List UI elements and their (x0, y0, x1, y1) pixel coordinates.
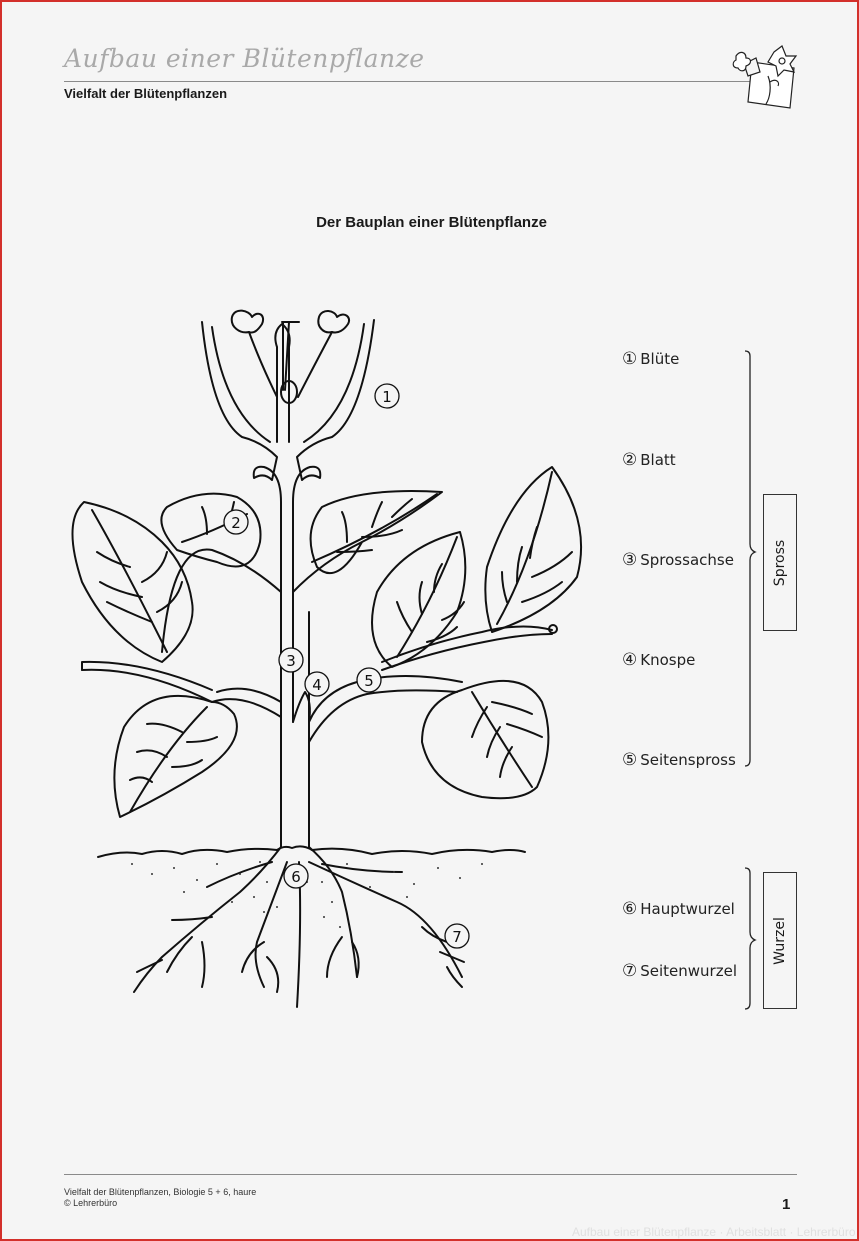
legend-label: Seitenspross (640, 751, 736, 769)
marker-4-label: 4 (312, 676, 322, 694)
marker-5 (357, 668, 381, 692)
legend-number: ③ (622, 550, 638, 570)
group-braces (737, 342, 762, 1022)
root-brace (745, 868, 755, 1009)
diagram-title: Der Bauplan einer Blütenpflanze (316, 214, 547, 231)
legend-item-knospe (622, 650, 695, 670)
legend-number: ⑤ (622, 750, 638, 770)
legend-label: Blatt (640, 451, 676, 469)
marker-6 (284, 864, 308, 888)
marker-6-label: 6 (291, 868, 301, 886)
marker-2 (224, 510, 248, 534)
header-subtitle: Vielfalt der Blütenpflanzen (64, 86, 228, 101)
footer-line-1: Vielfalt der Blütenpflanzen, Biologie 5 + 6, haure (64, 1187, 257, 1197)
marker-7 (445, 924, 469, 948)
legend-item-sprossachse (622, 550, 734, 570)
legend-item-hauptwurzel (622, 899, 735, 919)
legend-label: Blüte (640, 350, 680, 368)
watermark: Aufbau einer Blütenpflanze · Arbeitsblatt · Lehrerbüro (572, 1225, 856, 1239)
legend-item-bluete (622, 349, 679, 369)
legend-number: ④ (622, 650, 638, 670)
footer-line-2: © Lehrerbüro (64, 1198, 118, 1208)
header-title: Aufbau einer Blütenpflanze (64, 44, 425, 73)
legend-label: Hauptwurzel (640, 900, 735, 918)
marker-2-label: 2 (231, 514, 241, 532)
marker-3 (279, 648, 303, 672)
flower-logo-icon (730, 42, 802, 112)
page-number: 1 (782, 1196, 791, 1213)
legend-item-blatt (622, 450, 676, 470)
shoot-group-box (763, 494, 797, 631)
marker-1-label: 1 (382, 388, 392, 406)
legend-label: Seitenwurzel (640, 962, 737, 980)
marker-7-label: 7 (452, 928, 462, 946)
plant-diagram (2, 2, 622, 1042)
root-group-label: Wurzel (772, 916, 788, 965)
footer-divider (64, 1174, 797, 1175)
marker-1 (375, 384, 399, 408)
marker-5-label: 5 (364, 672, 374, 690)
legend-number: ① (622, 349, 638, 369)
legend-number: ⑥ (622, 899, 638, 919)
legend-label: Sprossachse (640, 551, 734, 569)
root-group-box (763, 872, 797, 1009)
marker-4 (305, 672, 329, 696)
marker-3-label: 3 (286, 652, 296, 670)
legend-item-seitenspross (622, 750, 736, 770)
shoot-group-label: Spross (772, 539, 788, 586)
shoot-brace (745, 351, 755, 766)
legend-item-seitenwurzel (622, 961, 737, 981)
legend-number: ② (622, 450, 638, 470)
legend-number: ⑦ (622, 961, 638, 981)
legend-label: Knospe (640, 651, 696, 669)
footer-text (64, 1187, 256, 1209)
